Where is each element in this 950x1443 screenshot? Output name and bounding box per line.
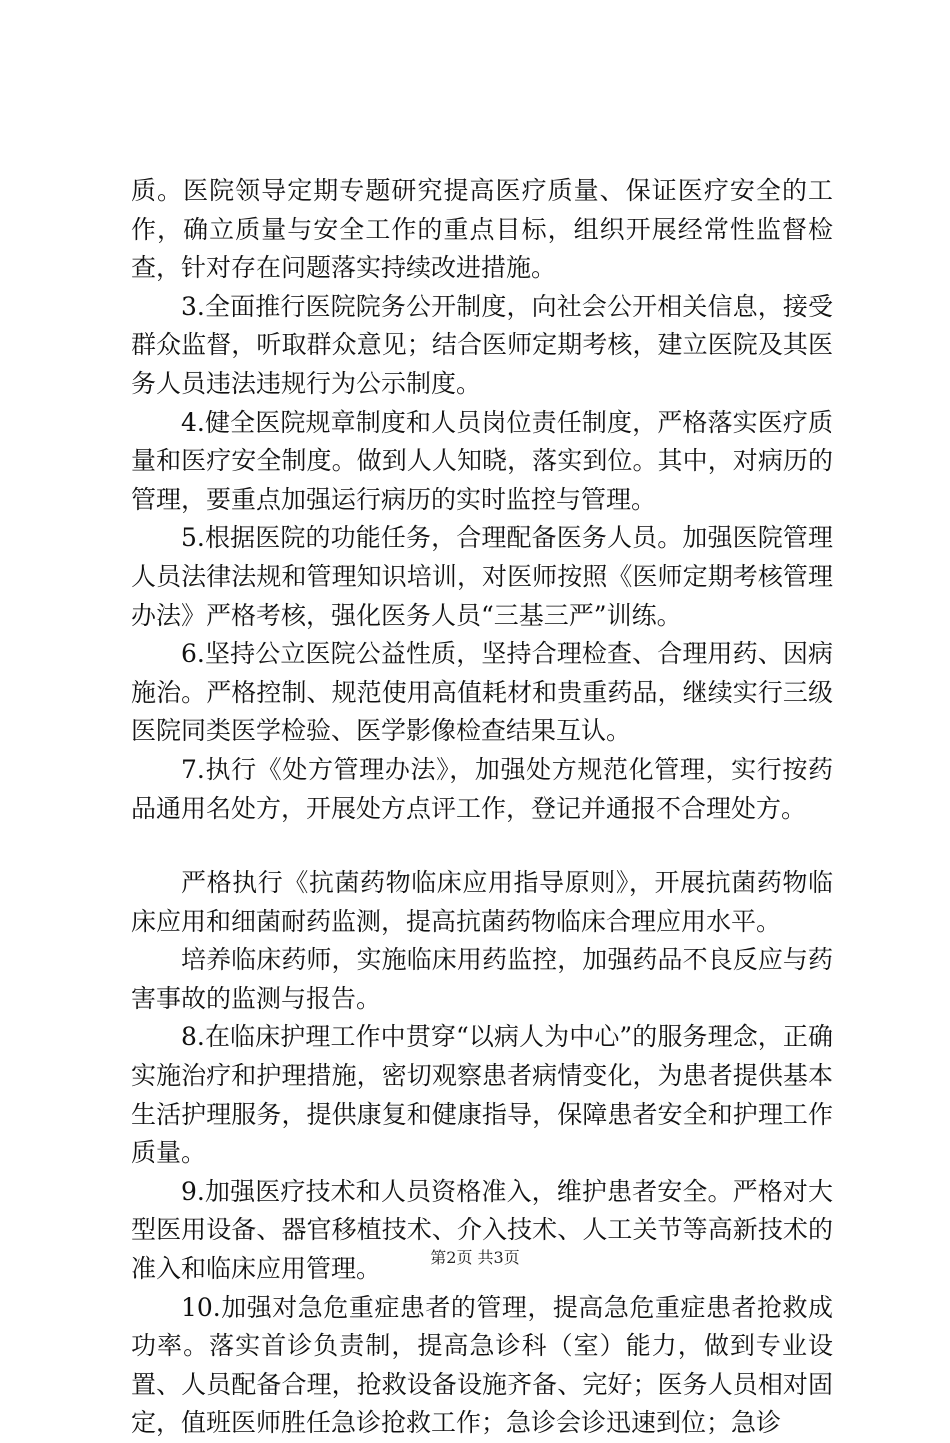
paragraph-item-9: 9.加强医疗技术和人员资格准入，维护患者安全。严格对大型医用设备、器官移植技术、介入技术、人工关节等高新技术的准入和临床应用管理。 xyxy=(131,1176,833,1284)
paragraph-item-6: 6.坚持公立医院公益性质，坚持合理检查、合理用药、因病施治。严格控制、规范使用高值耗材和贵重药品，继续实行三级医院同类医学检验、医学影像检查结果互认。 xyxy=(131,639,833,746)
paragraph-item-3: 3.全面推行医院院务公开制度，向社会公开相关信息，接受群众监督，听取群众意见；结合医师定期考核，建立医院及其医务人员违法违规行为公示制度。 xyxy=(131,291,833,398)
paragraph-clinical-pharmacist: 培养临床药师，实施临床用药监控，加强药品不良反应与药害事故的监测与报告。 xyxy=(131,945,833,1013)
page-number-footer: 第2页 共3页 xyxy=(430,1248,520,1267)
paragraph-gap xyxy=(131,828,833,864)
paragraph-item-7: 7.执行《处方管理办法》，加强处方规范化管理，实行按药品通用名处方，开展处方点评工作，登记并通报不合理处方。 xyxy=(131,754,833,823)
paragraph-item-4: 4.健全医院规章制度和人员岗位责任制度，严格落实医疗质量和医疗安全制度。做到人人知晓，落实到位。其中，对病历的管理，要重点加强运行病历的实时监控与管理。 xyxy=(131,407,833,514)
paragraph-antibiotics: 严格执行《抗菌药物临床应用指导原则》，开展抗菌药物临床应用和细菌耐药监测，提高抗菌药物临床合理应用水平。 xyxy=(131,868,833,936)
paragraph-continuation: 质。医院领导定期专题研究提高医疗质量、保证医疗安全的工作，确立质量与安全工作的重点目标，组织开展经常性监督检查，针对存在问题落实持续改进措施。 xyxy=(131,176,833,283)
paragraph-item-5: 5.根据医院的功能任务，合理配备医务人员。加强医院管理人员法律法规和管理知识培训，对医师按照《医师定期考核管理办法》严格考核，强化医务人员“三基三严”训练。 xyxy=(131,523,833,630)
paragraph-item-10: 10.加强对急危重症患者的管理，提高急危重症患者抢救成功率。落实首诊负责制，提高急诊科（室）能力，做到专业设置、人员配备合理，抢救设备设施齐备、完好；医务人员相对固定，值班医师胜任急诊抢救工作；急诊会诊迅速到位；急诊 xyxy=(131,1292,833,1438)
paragraph-item-8: 8.在临床护理工作中贯穿“以病人为中心”的服务理念，正确实施治疗和护理措施，密切观察患者病情变化，为患者提供基本生活护理服务，提供康复和健康指导，保障患者安全和护理工作质量。 xyxy=(131,1022,833,1168)
